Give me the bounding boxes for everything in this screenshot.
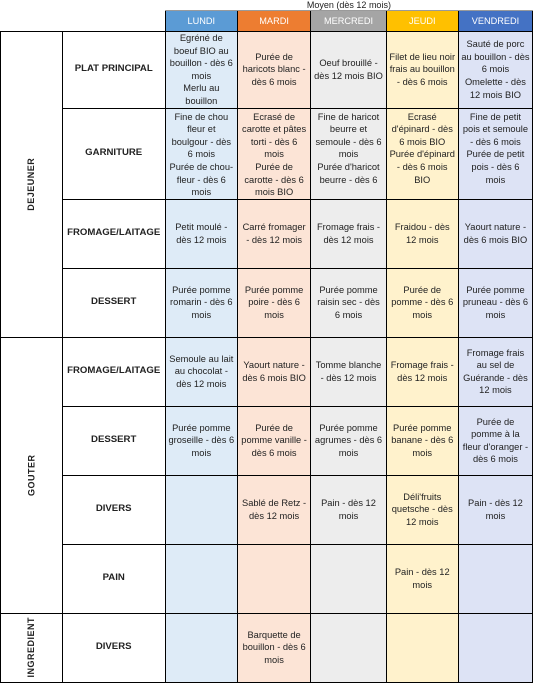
menu-item-text: Déli'fruits quetsche - dès 12 mois bbox=[391, 491, 453, 528]
menu-cell-jeudi bbox=[386, 268, 458, 337]
menu-item-text: Fraidou - dès 12 mois bbox=[394, 222, 450, 245]
menu-item-text: Semoule au lait au chocolat - dès 12 mois bbox=[169, 353, 234, 390]
menu-row bbox=[1, 199, 533, 268]
menu-cell-vendredi bbox=[458, 406, 532, 475]
group-label-text: INGREDIENT bbox=[25, 617, 36, 678]
menu-item-text: Purée pomme groseille - dès 6 mois bbox=[168, 422, 235, 459]
group-label-text: DEJEUNER bbox=[25, 157, 36, 211]
menu-cell-lundi bbox=[165, 268, 237, 337]
menu-cell-vendredi bbox=[458, 337, 532, 406]
menu-row bbox=[1, 337, 533, 406]
category-label: PAIN bbox=[62, 544, 165, 613]
menu-item-text: Purée de pomme - dès 6 mois bbox=[391, 284, 454, 321]
menu-cell-vendredi bbox=[458, 32, 532, 109]
menu-cell-jeudi bbox=[386, 406, 458, 475]
menu-item-text: Purée d'épinard - dès 6 mois BIO bbox=[389, 149, 455, 185]
menu-cell-mercredi bbox=[311, 475, 386, 544]
menu-cell-mercredi bbox=[311, 108, 386, 199]
menu-cell-mardi bbox=[237, 406, 311, 475]
menu-cell-lundi bbox=[165, 475, 237, 544]
menu-cell-lundi bbox=[165, 613, 237, 682]
menu-item-text: Pain - dès 12 mois bbox=[394, 567, 450, 590]
group-label-gouter bbox=[1, 337, 63, 613]
menu-cell-lundi bbox=[165, 108, 237, 199]
menu-row bbox=[1, 268, 533, 337]
menu-cell-mercredi bbox=[311, 199, 386, 268]
menu-item-text: Ecrasé de carotte et pâtes torti - dès 6 mois bbox=[242, 111, 307, 160]
menu-cell-mardi bbox=[237, 268, 311, 337]
menu-item-text: Purée pomme agrumes - dès 6 mois bbox=[314, 422, 383, 459]
menu-cell-mardi bbox=[237, 475, 311, 544]
menu-cell-vendredi bbox=[458, 544, 532, 613]
menu-item-text: Fine de petit pois et semoule - dès 6 mois bbox=[462, 111, 528, 147]
menu-cell-mardi bbox=[237, 108, 311, 199]
day-header-mardi: MARDI bbox=[237, 11, 311, 32]
category-label: FROMAGE/LAITAGE bbox=[62, 199, 165, 268]
menu-cell-vendredi bbox=[458, 108, 532, 199]
menu-item-text: Purée pomme romarin - dès 6 mois bbox=[170, 284, 233, 321]
menu-title: Moyen (dès 12 mois) bbox=[165, 0, 532, 11]
menu-item-text: Fromage frais au sel de Guérande - dès 12 mois bbox=[463, 347, 528, 396]
menu-cell-vendredi bbox=[458, 268, 532, 337]
menu-cell-vendredi bbox=[458, 613, 532, 682]
menu-item-text: Purée de petit pois - dès 6 mois bbox=[466, 149, 525, 185]
menu-item-text: Petit moulé - dès 12 mois bbox=[175, 222, 228, 245]
menu-item-text: Sauté de porc au bouillon - dès 6 mois bbox=[461, 39, 530, 75]
menu-cell-mercredi bbox=[311, 268, 386, 337]
group-label-dejeuner bbox=[1, 32, 63, 338]
menu-item-text: Purée d'haricot beurre - dès 6 bbox=[317, 161, 380, 185]
menu-item-text: Filet de lieu noir frais au bouillon - dès 6 mois bbox=[389, 51, 456, 88]
menu-cell-lundi bbox=[165, 337, 237, 406]
header-blank bbox=[1, 11, 166, 32]
category-label: FROMAGE/LAITAGE bbox=[62, 337, 165, 406]
menu-cell-jeudi bbox=[386, 199, 458, 268]
menu-row bbox=[1, 475, 533, 544]
menu-item-text: Purée pomme pruneau - dès 6 mois bbox=[462, 284, 528, 321]
menu-cell-jeudi bbox=[386, 544, 458, 613]
menu-item-text: Yaourt nature - dès 6 mois BIO bbox=[242, 360, 306, 383]
menu-item-text: Pain - dès 12 mois bbox=[321, 498, 376, 521]
menu-item-text: Fine de haricot beurre et semoule - dès 6 mois bbox=[315, 111, 382, 160]
menu-item-text: Fine de chou fleur et boulgour - dès 6 mois bbox=[171, 111, 232, 160]
menu-cell-jeudi bbox=[386, 32, 458, 109]
menu-item-text: Fromage frais - dès 12 mois bbox=[317, 222, 381, 245]
group-label-ingredient bbox=[1, 613, 63, 682]
day-header-vendredi: VENDREDI bbox=[458, 11, 532, 32]
menu-cell-mercredi bbox=[311, 613, 386, 682]
menu-row bbox=[1, 108, 533, 199]
menu-cell-mercredi bbox=[311, 32, 386, 109]
menu-cell-mardi bbox=[237, 32, 311, 109]
menu-item-text: Purée pomme raisin sec - dès 6 mois bbox=[317, 284, 380, 321]
menu-cell-lundi bbox=[165, 544, 237, 613]
menu-item-text: Fromage frais - dès 12 mois bbox=[390, 360, 454, 383]
menu-row bbox=[1, 544, 533, 613]
menu-item-text: Yaourt nature - dès 6 mois BIO bbox=[463, 222, 528, 245]
menu-item-text: Tomme blanche - dès 12 mois bbox=[315, 360, 382, 383]
menu-item-text: Carré fromager - dès 12 mois bbox=[242, 222, 306, 245]
menu-cell-mardi bbox=[237, 544, 311, 613]
menu-item-text: Purée de carotte - dès 6 mois BIO bbox=[244, 161, 304, 198]
menu-cell-mercredi bbox=[311, 337, 386, 406]
menu-cell-jeudi bbox=[386, 108, 458, 199]
category-label: DIVERS bbox=[62, 475, 165, 544]
day-header-jeudi: JEUDI bbox=[386, 11, 458, 32]
group-label-text: GOUTER bbox=[25, 454, 36, 496]
menu-item-text: Egréné de boeuf BIO au bouillon - dès 6 mois bbox=[169, 33, 233, 81]
menu-cell-mardi bbox=[237, 199, 311, 268]
menu-cell-vendredi bbox=[458, 199, 532, 268]
menu-row bbox=[1, 613, 533, 682]
menu-cell-vendredi bbox=[458, 475, 532, 544]
menu-cell-mercredi bbox=[311, 406, 386, 475]
menu-cell-lundi bbox=[165, 199, 237, 268]
menu-cell-mardi bbox=[237, 337, 311, 406]
menu-item-text: Purée pomme banane - dès 6 mois bbox=[391, 422, 454, 459]
menu-cell-mercredi bbox=[311, 544, 386, 613]
menu-row bbox=[1, 32, 533, 109]
menu-item-text: Purée de chou-fleur - dès 6 mois bbox=[169, 161, 234, 198]
menu-item-text: Barquette de bouillon - dès 6 mois bbox=[242, 629, 306, 666]
day-header-lundi: LUNDI bbox=[165, 11, 237, 32]
menu-item-text: Purée de pomme à la fleur d'oranger - dès 6 mois bbox=[462, 416, 529, 465]
menu-row bbox=[1, 406, 533, 475]
menu-item-text: Purée de pomme vanille - dès 6 mois bbox=[241, 422, 307, 459]
menu-cell-jeudi bbox=[386, 337, 458, 406]
corner-blank bbox=[1, 0, 166, 11]
menu-item-text: Omelette - dès 12 mois BIO bbox=[464, 77, 526, 100]
category-label: PLAT PRINCIPAL bbox=[62, 32, 165, 109]
category-label: DESSERT bbox=[62, 268, 165, 337]
category-label: GARNITURE bbox=[62, 108, 165, 199]
menu-cell-mardi bbox=[237, 613, 311, 682]
day-header-mercredi: MERCREDI bbox=[311, 11, 386, 32]
menu-item-text: Ecrasé d'épinard - dès 6 mois BIO bbox=[391, 111, 453, 147]
category-label: DESSERT bbox=[62, 406, 165, 475]
menu-item-text: Purée pomme poire - dès 6 mois bbox=[244, 284, 304, 321]
menu-cell-lundi bbox=[165, 406, 237, 475]
menu-item-text: Pain - dès 12 mois bbox=[468, 498, 523, 521]
menu-item-text: Purée de haricots blanc - dès 6 mois bbox=[242, 51, 306, 88]
menu-item-text: Sablé de Retz - dès 12 mois bbox=[242, 498, 307, 521]
menu-item-text: Merlu au bouillon bbox=[183, 83, 220, 106]
category-label: DIVERS bbox=[62, 613, 165, 682]
menu-cell-lundi bbox=[165, 32, 237, 109]
menu-cell-jeudi bbox=[386, 613, 458, 682]
menu-cell-jeudi bbox=[386, 475, 458, 544]
menu-item-text: Oeuf brouillé - dès 12 mois BIO bbox=[314, 58, 383, 81]
